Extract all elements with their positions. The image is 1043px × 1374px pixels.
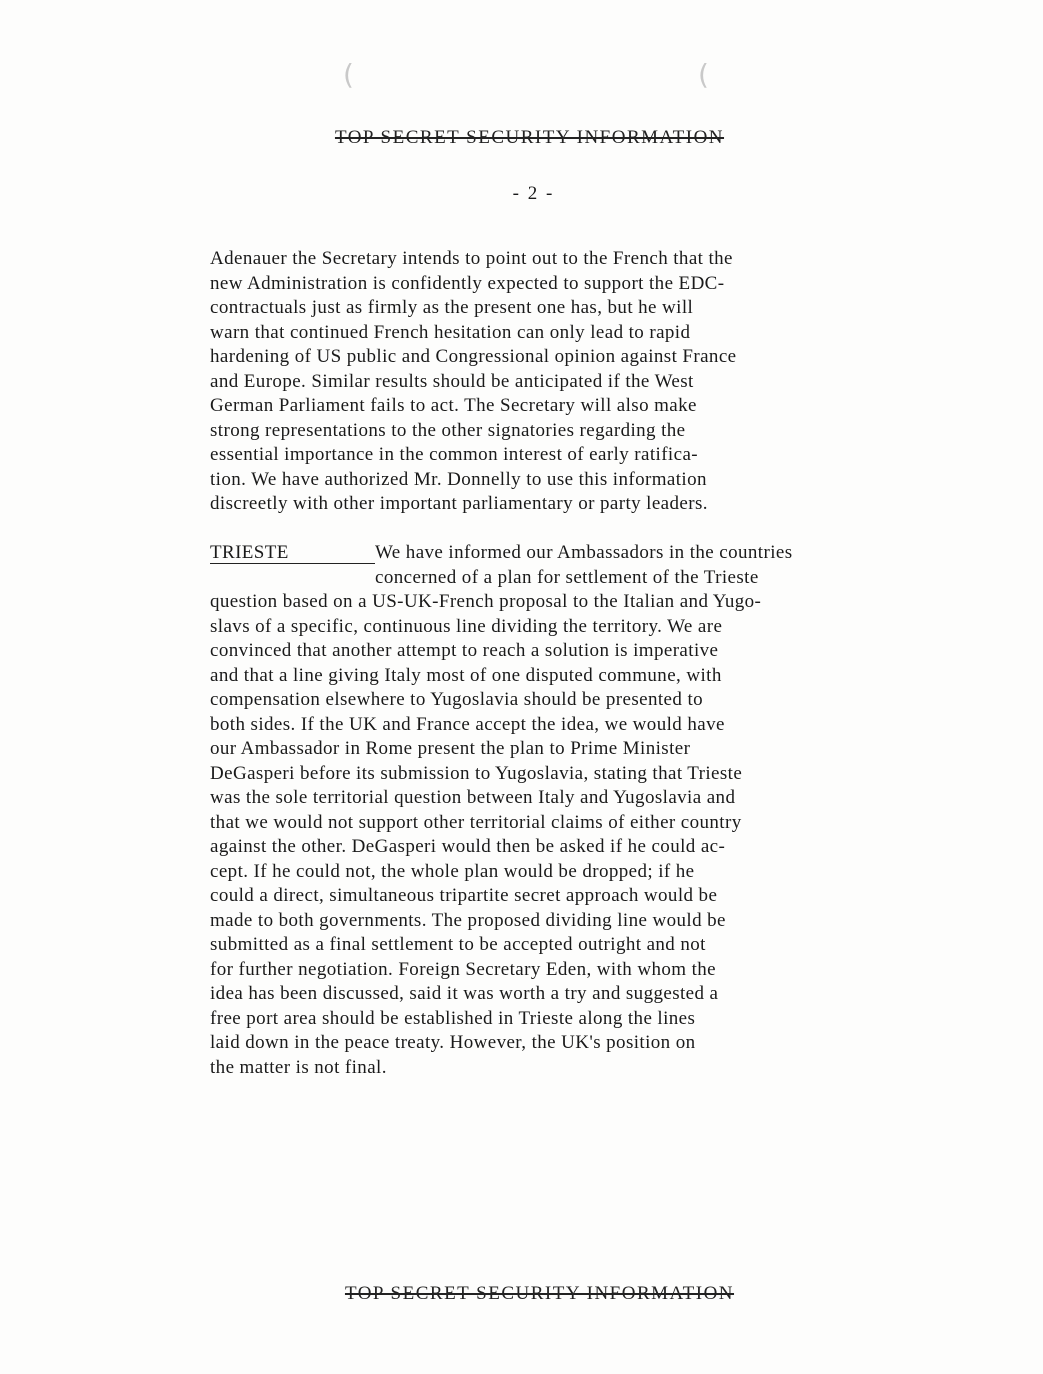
text-line: concerned of a plan for settlement of the Trieste bbox=[375, 566, 759, 588]
text-line: hardening of US public and Congressional opinion against France bbox=[210, 346, 737, 367]
text-line: convinced that another attempt to reach a solution is imperative bbox=[210, 640, 719, 661]
text-line: warn that continued French hesitation can only lead to rapid bbox=[210, 321, 691, 343]
section-heading-trieste: TRIESTE bbox=[210, 543, 375, 564]
text-line bbox=[210, 541, 950, 566]
text-line: and that a line giving Italy most of one disputed commune, with bbox=[210, 664, 722, 686]
text-line: idea has been discussed, said it was worth a try and suggested a bbox=[210, 983, 719, 1004]
text-line: strong representations to the other signatories regarding the bbox=[210, 419, 686, 441]
text-line: slavs of a specific, continuous line dividing the territory. We are bbox=[210, 615, 723, 637]
text-line: that we would not support other territorial claims of either country bbox=[210, 811, 742, 833]
footer-classification: TOP SECRET SECURITY INFORMATION bbox=[344, 1283, 735, 1304]
text-line: essential importance in the common interest of early ratifica- bbox=[210, 444, 699, 465]
text-line: laid down in the peace treaty. However, the UK's position on bbox=[210, 1032, 696, 1053]
text-line: could a direct, simultaneous tripartite secret approach would be bbox=[210, 885, 718, 906]
text-line: question based on a US-UK-French proposal to the Italian and Yugo- bbox=[210, 591, 762, 612]
text-line: Adenauer the Secretary intends to point out to the French that the bbox=[210, 248, 733, 269]
text-line: made to both governments. The proposed dividing line would be bbox=[210, 909, 726, 931]
text-line: submitted as a final settlement to be accepted outright and not bbox=[210, 934, 706, 955]
text-line: German Parliament fails to act. The Secretary will also make bbox=[210, 395, 697, 416]
text-line: tion. We have authorized Mr. Donnelly to use this information bbox=[210, 468, 707, 490]
text-line: the matter is not final. bbox=[210, 1056, 387, 1078]
paragraph-trieste bbox=[210, 541, 950, 1080]
punch-mark-left: ( bbox=[343, 58, 354, 91]
text-line: new Administration is confidently expected to support the EDC- bbox=[210, 272, 725, 294]
text-line: DeGasperi before its submission to Yugoslavia, stating that Trieste bbox=[210, 762, 743, 784]
text-line: discreetly with other important parliamentary or party leaders. bbox=[210, 493, 708, 514]
paragraph-adenauer bbox=[210, 247, 950, 517]
text-line: was the sole territorial question between Italy and Yugoslavia and bbox=[210, 787, 736, 808]
header-classification: TOP SECRET SECURITY INFORMATION bbox=[334, 127, 725, 148]
text-line: free port area should be established in Trieste along the lines bbox=[210, 1007, 696, 1029]
punch-mark-right: ( bbox=[698, 58, 709, 91]
text-line: against the other. DeGasperi would then be asked if he could ac- bbox=[210, 836, 726, 857]
page-number: - 2 - bbox=[512, 183, 555, 204]
text-line: cept. If he could not, the whole plan would be dropped; if he bbox=[210, 860, 695, 882]
text-line: compensation elsewhere to Yugoslavia should be presented to bbox=[210, 689, 704, 710]
text-line: and Europe. Similar results should be anticipated if the West bbox=[210, 370, 694, 392]
text-line: our Ambassador in Rome present the plan to Prime Minister bbox=[210, 738, 691, 759]
text-line: both sides. If the UK and France accept the idea, we would have bbox=[210, 713, 725, 735]
text-line: for further negotiation. Foreign Secretary Eden, with whom the bbox=[210, 958, 716, 980]
text-line-start: We have informed our Ambassadors in the countries bbox=[375, 542, 793, 563]
text-line: contractuals just as firmly as the present one has, but he will bbox=[210, 297, 694, 318]
